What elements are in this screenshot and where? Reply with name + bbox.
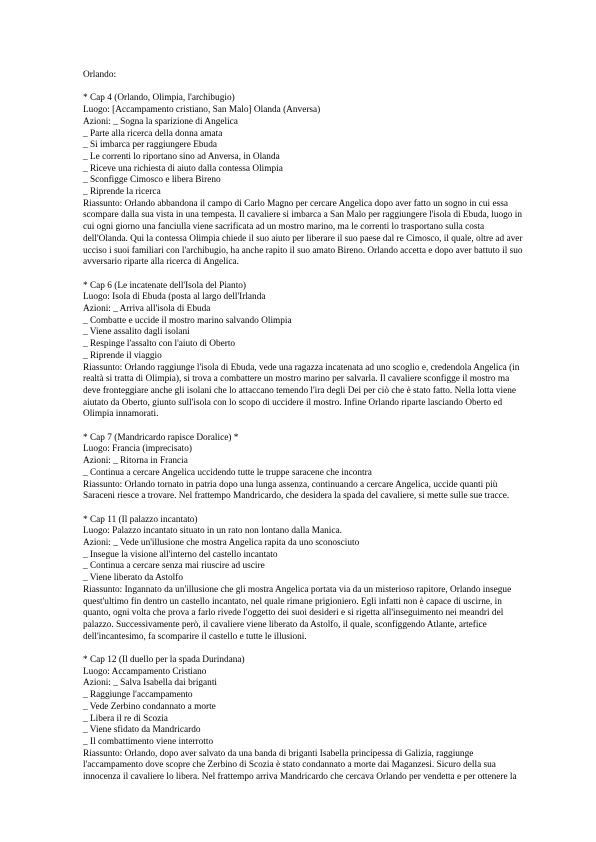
chapter-action: _ Si imbarca per raggiungere Ebuda (83, 140, 217, 151)
chapter-location: Luogo: [Accampamento cristiano, San Malo] Olanda (Anversa) (83, 105, 321, 116)
chapter-action: _ Viene assalito dagli isolani (83, 327, 190, 338)
chapter-section (83, 655, 523, 784)
chapter-summary: Riassunto: Orlando abbandona il campo di Carlo Magno per cercare Angelica dopo aver fatto un sogno in cui essa scompare dalla sua vista in una tempesta. Il cavaliere si imbarca a San Malo per raggiungere l'isola di Ebuda, luogo in cui ogni giorno una fanciulla viene sacrificata ad un mostro marino, ma le correnti lo trasportano sulla costa dell'Olanda. Qui la contessa Olimpia chiede il suo aiuto per liberare il suo paese dal re Cimosco, il quale, oltre ad aver ucciso i suoi familiari con l'archibugio, ha anche rapito il suo amato Bireno. Orlando accetta e dopo aver battuto il suo avversario riparte alla ricerca di Angelica. (83, 198, 523, 268)
chapter-section (83, 433, 523, 503)
chapter-action: _ Viene liberato da Astolfo (83, 573, 183, 584)
chapter-action: _ Continua a cercare senza mai riuscire ad uscire (83, 561, 265, 572)
chapter-action: Azioni: _ Vede un'illusione che mostra Angelica rapita da uno sconosciuto (83, 538, 360, 549)
document-page (83, 70, 523, 784)
spacer (83, 421, 523, 433)
chapter-location: Luogo: Palazzo incantato situato in un rato non lontano dalla Manica. (83, 526, 342, 537)
chapter-action: Azioni: _ Ritorna in Francia (83, 456, 188, 467)
chapter-title: * Cap 6 (Le incatenate dell'Isola del Pianto) (83, 280, 247, 291)
chapter-action: _ Insegue la visione all'interno del castello incantato (83, 549, 278, 560)
spacer (83, 269, 523, 281)
chapter-section (83, 93, 523, 269)
chapter-action: _ Riceve una richiesta di aiuto dalla contessa Olimpia (83, 163, 283, 174)
chapter-action: _ Raggiunge l'accampamento (83, 690, 193, 701)
chapter-title: * Cap 11 (Il palazzo incantato) (83, 514, 198, 525)
chapter-title: * Cap 12 (Il duello per la spada Durindana) (83, 655, 245, 666)
chapter-location: Luogo: Accampamento Cristiano (83, 666, 207, 677)
chapter-action: _ Continua a cercare Angelica uccidendo tutte le truppe saracene che incontra (83, 467, 372, 478)
chapter-summary: Riassunto: Orlando tornato in patria dopo una lunga assenza, continuando a cercare Angelica, uccide quanti più Saraceni riesce a trovare. Nel frattempo Mandricardo, che desidera la spada del cavaliere, si mette sulle sue tracce. (83, 479, 510, 502)
chapter-action: _ Combatte e uccide il mostro marino salvando Olimpia (83, 315, 292, 326)
document-heading: Orlando: (83, 70, 117, 80)
chapter-action: _ Le correnti lo riportano sino ad Anversa, in Olanda (83, 151, 280, 162)
chapter-action: _ Parte alla ricerca della donna amata (83, 128, 223, 139)
chapter-location: Luogo: Isola di Ebuda (posta al largo dell'Irlanda (83, 292, 266, 303)
chapter-action: _ Viene sfidato da Mandricardo (83, 725, 201, 736)
chapter-section (83, 281, 523, 421)
chapter-action: _ Libera il re di Scozia (83, 713, 168, 724)
chapter-action: Azioni: _ Arriva all'isola di Ebuda (83, 304, 211, 315)
spacer (83, 82, 523, 94)
spacer (83, 503, 523, 515)
chapter-action: Azioni: _ Salva Isabella dai briganti (83, 678, 217, 689)
chapter-action: _ Vede Zerbino condannato a morte (83, 701, 216, 712)
chapter-action: _ Respinge l'assalto con l'aiuto di Oberto (83, 339, 236, 350)
chapter-summary: Riassunto: Orlando, dopo aver salvato da una banda di briganti Isabella principessa di Galizia, raggiunge l'accampamento dove scopre che Zerbino di Scozia è stato condannato a morte dai Maganzesi. Sicuro della sua innocenza il cavaliere lo libera. Nel frattempo arriva Mandricardo che cercava Orlando per vendetta e per ottenere la (83, 748, 517, 783)
chapter-title: * Cap 7 (Mandricardo rapisce Doralice) * (83, 432, 239, 443)
chapter-summary: Riassunto: Orlando raggiunge l'isola di Ebuda, vede una ragazza incatenata ad uno scoglio e, credendola Angelica (in realtà si tratta di Olimpia), si trova a combattere un mostro marino per salvarla. Il cavaliere sconfigge il mostro ma deve fronteggiare anche gli isolani che lo attaccano temendo l'ira degli Dei per ciò che è stato fatto. Nella lotta viene aiutato da Oberto, giunto sull'isola con lo scopo di uccidere il mostro. Infine Orlando riparte lasciando Oberto ed Olimpia innamorati. (83, 362, 520, 420)
chapter-section (83, 515, 523, 644)
chapter-location: Luogo: Francia (imprecisato) (83, 444, 192, 455)
chapter-summary: Riassunto: Ingannato da un'illusione che gli mostra Angelica portata via da un misterioso rapitore, Orlando insegue quest'ultimo fin dentro un castello incantato, nel quale rimane prigioniero. Egli infatti non è capace di uscirne, in quanto, ogni volta che prova a farlo rivede l'oggetto dei suoi desideri e si rigetta all'inseguimento nei meandri del palazzo. Successivamente però, il cavaliere viene liberato da Astolfo, il quale, sconfiggendo Atlante, artefice dell'incantesimo, fa scomparire il castello e tutte le illusioni. (83, 584, 512, 642)
spacer (83, 643, 523, 655)
chapter-action: _ Sconfigge Cimosco e libera Bireno (83, 175, 221, 186)
chapter-title: * Cap 4 (Orlando, Olimpia, l'archibugio) (83, 93, 235, 104)
chapter-action: _ Riprende il viaggio (83, 350, 162, 361)
chapter-action: _ Il combattimento viene interrotto (83, 737, 214, 747)
chapter-action: _ Riprende la ricerca (83, 187, 161, 198)
chapter-list (83, 93, 523, 783)
chapter-action: Azioni: _ Sogna la sparizione di Angelica (83, 116, 238, 127)
